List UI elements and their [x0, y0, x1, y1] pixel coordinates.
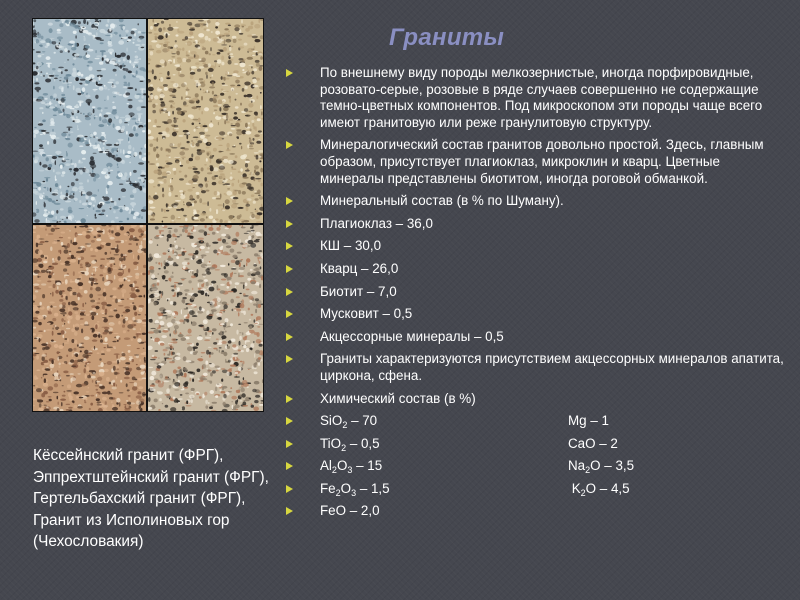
bullet-item [286, 261, 786, 278]
bullet-text: Биотит – 7,0 [320, 283, 397, 299]
bullet-item [286, 391, 786, 408]
bullet-item [286, 306, 786, 323]
bullet-text: Минералогический состав гранитов довольно простой. Здесь, главным образом, присутствует плагиоклаз, микроклин и кварц. Цветные минералы представлены биотитом, иногда роговой обманкой. [320, 137, 764, 186]
granite-photo-grid [32, 18, 264, 412]
bullet-arrow-icon [286, 220, 293, 228]
granite-texture [148, 19, 263, 223]
bullet-item [286, 216, 786, 233]
granite-photo [33, 225, 146, 411]
chem-formula: Mg – 1 [568, 413, 609, 429]
bullet-item [286, 238, 786, 255]
bullet-item [286, 503, 786, 520]
bullet-arrow-icon [286, 69, 293, 77]
bullet-item [286, 284, 786, 301]
bullet-item [286, 351, 786, 384]
bullet-item [286, 458, 786, 475]
bullet-arrow-icon [286, 417, 293, 425]
bullet-arrow-icon [286, 197, 293, 205]
bullet-text: Акцессорные минералы – 0,5 [320, 328, 504, 344]
bullet-text: Мусковит – 0,5 [320, 306, 413, 322]
bullet-arrow-icon [286, 355, 293, 363]
bullet-arrow-icon [286, 265, 293, 273]
granite-photo [148, 225, 263, 411]
bullet-item [286, 436, 786, 453]
chem-formula: FeO – 2,0 [320, 503, 380, 519]
chem-formula: $Fe_2O_3 - 1,5$ [320, 480, 390, 498]
bullet-text: Кварц – 26,0 [320, 260, 399, 276]
chem-formula: $K_2O - 4,5$ [568, 480, 630, 498]
granite-photo [148, 19, 263, 223]
bullet-item [286, 413, 786, 430]
granite-texture [33, 19, 146, 223]
bullet-text: По внешнему виду породы мелкозернистые, иногда порфировидные, розовато-серые, розовые в ряде случаев совершенно не содержащие темно-цветных компонентов. Под микроскопом эти породы чаще всего имеют гранитовую или реже гранулитовую структуру. [320, 65, 763, 130]
bullet-arrow-icon [286, 485, 293, 493]
bullet-text: Химический состав (в %) [320, 390, 476, 406]
bullet-item [286, 481, 786, 498]
bullet-item [286, 137, 786, 187]
bullet-arrow-icon [286, 333, 293, 341]
bullet-arrow-icon [286, 141, 293, 149]
bullet-list [286, 65, 786, 526]
bullet-text: Граниты характеризуются присутствием акцессорных минералов апатита, циркона, сфена. [320, 351, 784, 383]
granite-texture [33, 225, 146, 411]
bullet-text: Минеральный состав (в % по Шуману). [320, 193, 564, 209]
bullet-item [286, 193, 786, 210]
chem-formula: TiO$_2$ – 0,5 [320, 435, 380, 453]
granite-photo [33, 19, 146, 223]
granite-texture [148, 225, 263, 411]
chem-formula: SiO$_2$ – 70 [320, 413, 378, 431]
chem-formula: $Na_2O - 3,5$ [568, 458, 635, 476]
bullet-arrow-icon [286, 288, 293, 296]
bullet-arrow-icon [286, 310, 293, 318]
bullet-text: Плагиоклаз – 36,0 [320, 215, 433, 231]
photo-caption: Кёссейнский гранит (ФРГ), Эппрехтштейнский гранит (ФРГ), Гертельбахский гранит (ФРГ), Гранит из Исполиновых гор (Чехословакия) [33, 447, 269, 550]
bullet-text: КШ – 30,0 [320, 238, 382, 254]
chem-formula: CaO – 2 [568, 435, 618, 451]
bullet-arrow-icon [286, 395, 293, 403]
bullet-arrow-icon [286, 440, 293, 448]
bullet-arrow-icon [286, 507, 293, 515]
slide-title: Граниты [389, 24, 505, 51]
bullet-arrow-icon [286, 462, 293, 470]
bullet-arrow-icon [286, 242, 293, 250]
bullet-item [286, 329, 786, 346]
chem-formula: $Al_2O_3 - 15$ [320, 458, 383, 476]
bullet-item [286, 65, 786, 131]
